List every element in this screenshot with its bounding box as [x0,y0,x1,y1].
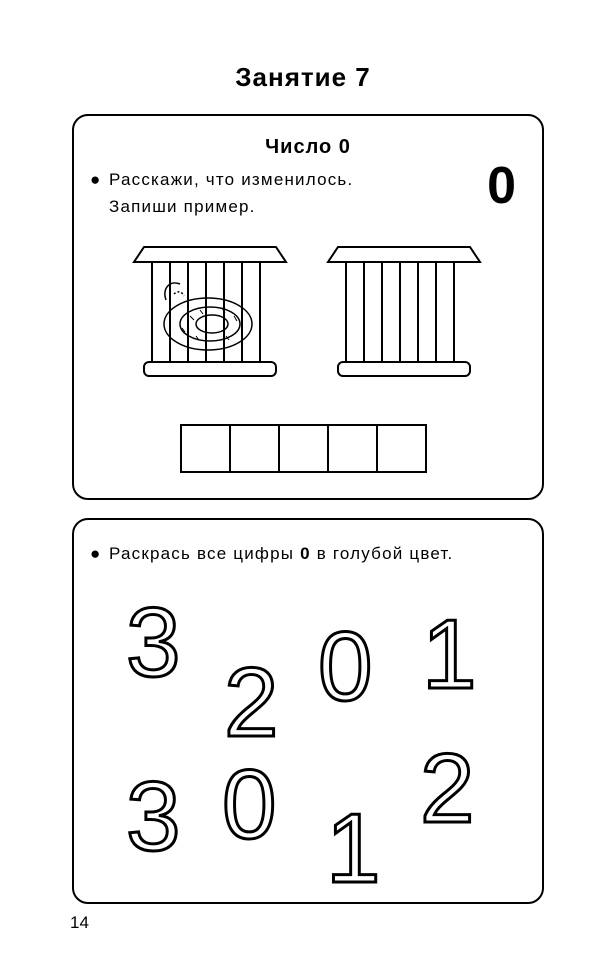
digit-outline[interactable]: 0 [318,611,373,721]
digit-outline[interactable]: 0 [222,749,277,859]
answer-box[interactable] [327,424,378,473]
cages-illustration [130,244,490,384]
answer-boxes [180,424,427,473]
page-number: 14 [70,913,89,932]
instruction-line-1: Расскажи, что изменилось. [109,170,354,189]
digit-outline[interactable]: 2 [420,733,475,843]
cage-empty [328,247,480,376]
cage-with-snake [134,247,286,376]
big-digit: 0 [487,157,516,215]
task-panel-number-zero [72,114,544,500]
digit-outline[interactable]: 3 [126,587,181,697]
answer-box[interactable] [229,424,280,473]
page-title: Занятие 7 [235,62,371,92]
instruction-text [90,166,353,220]
answer-box[interactable] [278,424,329,473]
instruction-post: в голубой цвет. [316,544,454,563]
bullet-icon: ● [90,170,102,189]
digit-outline[interactable]: 1 [326,793,381,902]
task-panel-color-zeros [72,518,544,904]
instruction-line-2: Запиши пример. [109,197,256,216]
answer-box[interactable] [180,424,231,473]
digit-outline[interactable]: 1 [422,599,477,709]
instruction-pre: Раскрась все цифры [109,544,295,563]
instruction-digit: 0 [300,544,311,563]
snake-icon [164,283,252,350]
bullet-icon: ● [90,544,102,563]
outlined-digits [74,520,542,902]
digit-outline[interactable]: 3 [126,761,181,871]
section-title: Число 0 [265,136,351,158]
answer-box[interactable] [376,424,427,473]
digit-outline[interactable]: 2 [224,647,279,757]
